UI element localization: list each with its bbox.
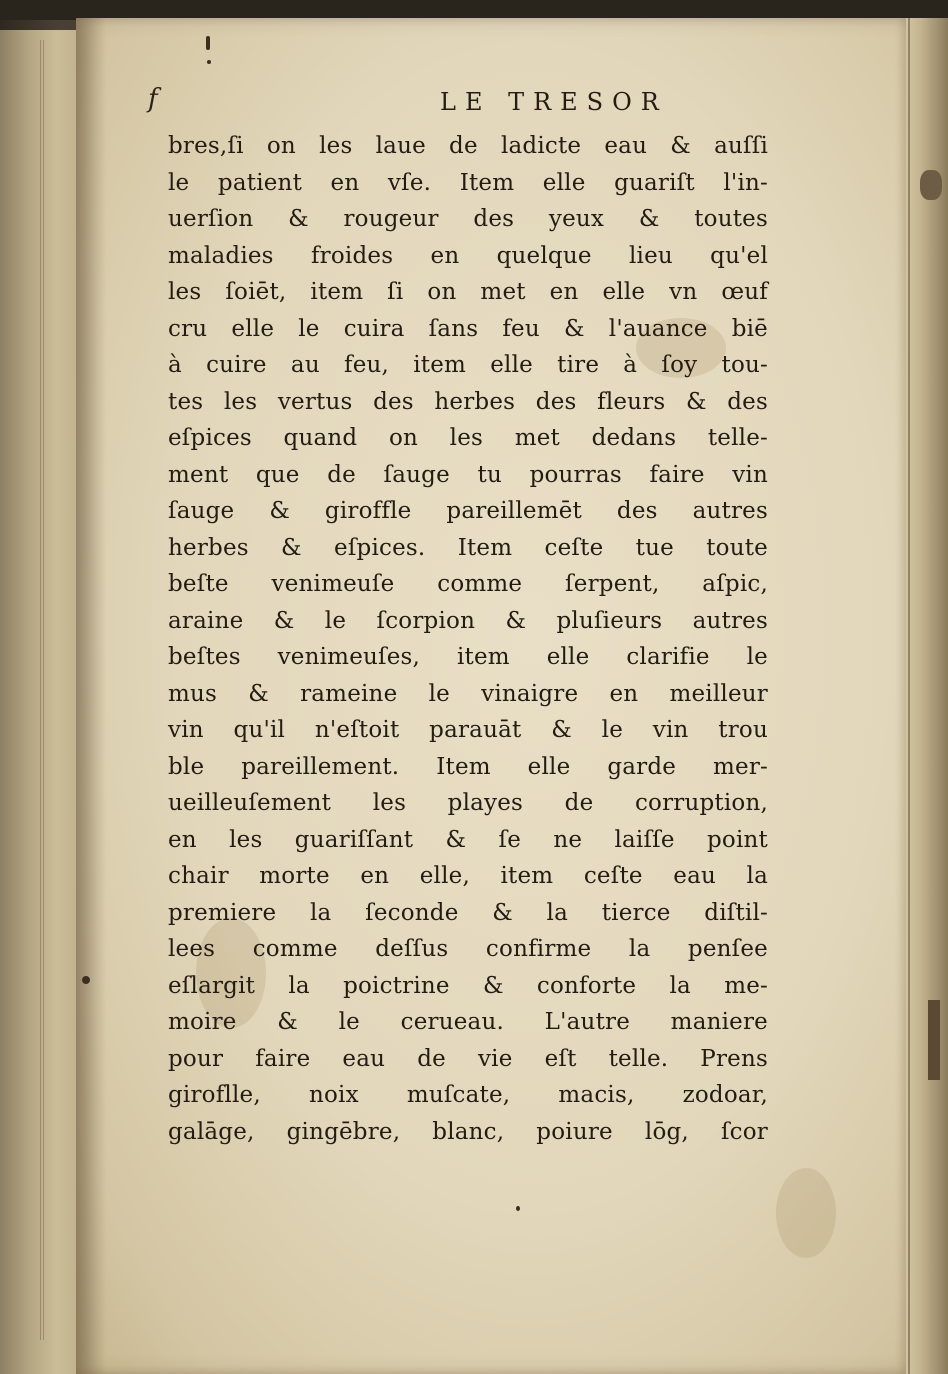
text-line: en les guariſſant & ſe ne laiſſe point	[168, 826, 768, 853]
text-line: à cuire au feu, item elle tire à ſoy tou-	[168, 352, 768, 378]
text-line: uerſion & rougeur des yeux & toutes	[168, 206, 768, 232]
text-line: eſlargit la poictrine & conforte la me-	[168, 972, 768, 999]
text-line: giroflle, noix muſcate, macis, zodoar,	[168, 1082, 768, 1108]
text-line: chair morte en elle, item ceſte eau la	[168, 863, 768, 889]
ink-dot	[516, 1206, 520, 1211]
ink-mark	[206, 36, 210, 50]
ink-dot	[82, 976, 90, 984]
running-head: LE TRESOR	[440, 88, 668, 116]
text-line: galāge, gingēbre, blanc, poiure lōg, ſcor	[168, 1118, 768, 1145]
text-line: beſtes venimeuſes, item elle clarifie le	[168, 644, 768, 670]
right-page-edges	[902, 18, 948, 1374]
text-line: premiere la ſeconde & la tierce diſtil-	[168, 899, 768, 926]
ink-mark	[207, 60, 211, 64]
text-line: vin qu'il n'eſtoit parauāt & le vin trou	[168, 717, 768, 743]
text-line: lees comme deſſus confirme la penſee	[168, 936, 768, 962]
edge-damage	[920, 170, 942, 200]
text-line: beſte venimeuſe comme ſerpent, aſpic,	[168, 571, 768, 597]
page-signature-mark: f	[148, 84, 158, 114]
text-line: le patient en vſe. Item elle guariſt l'in-	[168, 169, 768, 196]
text-block	[168, 128, 768, 1150]
edge-damage	[928, 1000, 940, 1080]
text-line: ble pareillement. Item elle garde mer-	[168, 753, 768, 780]
text-line: mus & rameine le vinaigre en meilleur	[168, 680, 768, 707]
text-line: ſauge & giroffle pareillemēt des autres	[168, 498, 768, 524]
text-line: les ſoiēt, item ſi on met en elle vn œuf	[168, 279, 768, 305]
text-line: moire & le cerueau. L'autre maniere	[168, 1009, 768, 1035]
text-line: bres,ſi on les laue de ladicte eau & auſſi	[168, 133, 768, 159]
text-line: herbes & eſpices. Item ceſte tue toute	[168, 534, 768, 561]
text-line: eſpices quand on les met dedans telle-	[168, 425, 768, 451]
book-top-edge	[0, 0, 948, 20]
gutter-shadow	[76, 18, 106, 1374]
text-line: tes les vertus des herbes des fleurs & des	[168, 388, 768, 415]
foxing-stain	[776, 1168, 836, 1258]
text-line: ueilleuſement les playes de corruption,	[168, 790, 768, 816]
text-line: cru elle le cuira ſans feu & l'auance biē	[168, 315, 768, 342]
text-line: maladies froides en quelque lieu qu'el	[168, 242, 768, 269]
text-line: araine & le ſcorpion & pluſieurs autres	[168, 607, 768, 634]
text-line: pour faire eau de vie eſt telle. Prens	[168, 1045, 768, 1072]
text-line: ment que de ſauge tu pourras faire vin	[168, 461, 768, 488]
